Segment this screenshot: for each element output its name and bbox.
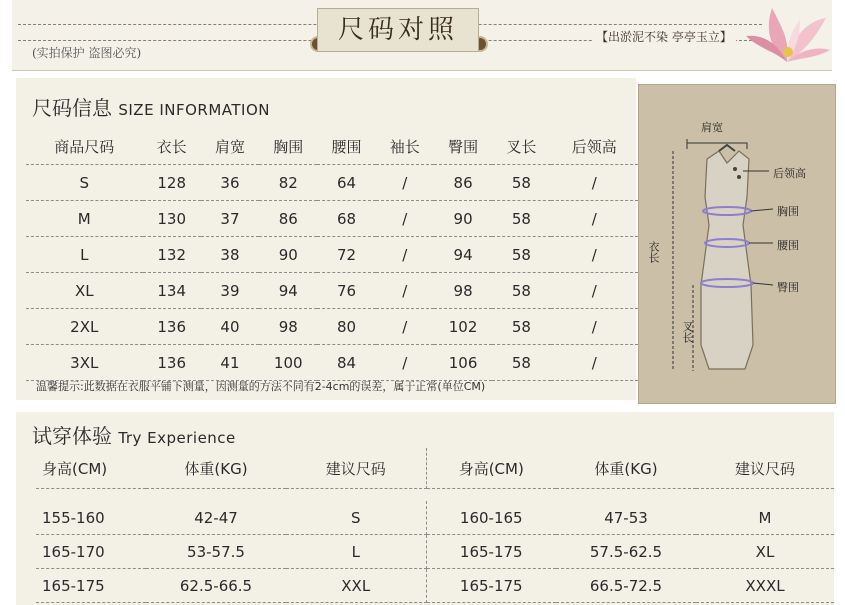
table-cell: L <box>286 535 426 569</box>
table-cell: 39 <box>201 273 259 309</box>
column-header: 建议尺码 <box>286 448 426 489</box>
column-header: 后领高 <box>551 128 638 165</box>
size-table-header-row <box>26 128 638 165</box>
try-experience-table <box>36 448 834 603</box>
table-cell: 94 <box>434 237 492 273</box>
column-header: 体重(KG) <box>556 448 696 489</box>
table-cell: / <box>551 273 638 309</box>
table-cell: 165-175 <box>426 569 556 603</box>
table-cell: 58 <box>492 201 550 237</box>
table-cell: M <box>26 201 143 237</box>
column-header: 肩宽 <box>201 128 259 165</box>
table-cell: 132 <box>143 237 201 273</box>
table-cell: S <box>286 501 426 535</box>
table-cell: 38 <box>201 237 259 273</box>
table-cell: 98 <box>259 309 317 345</box>
table-cell: 82 <box>259 165 317 201</box>
table-row <box>26 201 638 237</box>
column-header: 叉长 <box>492 128 550 165</box>
table-cell: 136 <box>143 309 201 345</box>
table-cell: 165-175 <box>36 569 146 603</box>
table-cell: 2XL <box>26 309 143 345</box>
table-cell: 86 <box>434 165 492 201</box>
table-cell: / <box>376 201 434 237</box>
try-section-title-cn: 试穿体验 <box>32 424 112 448</box>
column-header: 商品尺码 <box>26 128 143 165</box>
column-header: 臀围 <box>434 128 492 165</box>
table-cell: 86 <box>259 201 317 237</box>
table-cell: 57.5-62.5 <box>556 535 696 569</box>
try-section-title-en: Try Experience <box>118 429 236 447</box>
column-header: 腰围 <box>317 128 375 165</box>
table-cell: 90 <box>259 237 317 273</box>
table-cell: / <box>376 273 434 309</box>
length-label: 衣长 <box>647 241 660 263</box>
table-cell: 130 <box>143 201 201 237</box>
table-row <box>26 273 638 309</box>
table-row <box>36 569 834 603</box>
table-row <box>26 165 638 201</box>
waist-label: 腰围 <box>777 239 799 252</box>
table-cell: 66.5-72.5 <box>556 569 696 603</box>
table-cell: / <box>551 201 638 237</box>
table-cell: 36 <box>201 165 259 201</box>
qipao-dress-icon <box>639 85 835 403</box>
table-cell: / <box>376 165 434 201</box>
table-row <box>26 237 638 273</box>
table-cell: 58 <box>492 165 550 201</box>
table-cell: L <box>26 237 143 273</box>
table-cell: M <box>696 501 834 535</box>
table-cell: S <box>26 165 143 201</box>
measurement-note: 温馨提示:此数据在衣服平铺下测量，因测量的方法不同有2-4cm的误差，属于正常(单位CM) <box>36 380 486 393</box>
table-cell: 53-57.5 <box>146 535 286 569</box>
banner-motto: 【出淤泥不染 亭亭玉立】 <box>592 28 736 45</box>
table-cell: 41 <box>201 345 259 381</box>
table-cell: 80 <box>317 309 375 345</box>
table-cell: 72 <box>317 237 375 273</box>
table-cell: 160-165 <box>426 501 556 535</box>
table-cell: 68 <box>317 201 375 237</box>
column-header: 袖长 <box>376 128 434 165</box>
table-row <box>26 345 638 381</box>
slit-length-label: 叉长 <box>681 321 694 343</box>
banner-subtitle: (实拍保护 盗图必究) <box>32 46 142 60</box>
table-cell: 3XL <box>26 345 143 381</box>
table-cell: 64 <box>317 165 375 201</box>
table-row <box>26 309 638 345</box>
table-cell: XL <box>696 535 834 569</box>
table-cell: / <box>376 237 434 273</box>
chest-label: 胸围 <box>777 205 799 218</box>
table-cell: 94 <box>259 273 317 309</box>
table-cell: 58 <box>492 309 550 345</box>
dress-measurement-illustration <box>638 84 836 404</box>
size-section-title-cn: 尺码信息 <box>32 96 112 120</box>
table-cell: 58 <box>492 237 550 273</box>
size-table <box>26 128 638 381</box>
column-header: 衣长 <box>143 128 201 165</box>
table-cell: 165-175 <box>426 535 556 569</box>
column-header: 建议尺码 <box>696 448 834 489</box>
table-cell: XXL <box>286 569 426 603</box>
page-title: 尺码对照 <box>317 8 479 52</box>
table-cell: XL <box>26 273 143 309</box>
table-cell: / <box>376 345 434 381</box>
table-cell: 98 <box>434 273 492 309</box>
column-header: 身高(CM) <box>426 448 556 489</box>
column-header: 胸围 <box>259 128 317 165</box>
table-cell: / <box>551 237 638 273</box>
size-section-title <box>32 92 270 121</box>
table-cell: / <box>551 345 638 381</box>
table-cell: 37 <box>201 201 259 237</box>
table-cell: / <box>551 309 638 345</box>
table-cell: 155-160 <box>36 501 146 535</box>
table-cell: 90 <box>434 201 492 237</box>
table-cell: 102 <box>434 309 492 345</box>
table-cell: / <box>376 309 434 345</box>
table-cell: XXXL <box>696 569 834 603</box>
shoulder-label: 肩宽 <box>701 121 723 134</box>
table-row <box>36 535 834 569</box>
table-cell: 58 <box>492 273 550 309</box>
table-cell: 136 <box>143 345 201 381</box>
table-cell: 62.5-66.5 <box>146 569 286 603</box>
table-cell: 76 <box>317 273 375 309</box>
table-cell: 40 <box>201 309 259 345</box>
table-cell: 165-170 <box>36 535 146 569</box>
table-cell: 42-47 <box>146 501 286 535</box>
table-cell: 58 <box>492 345 550 381</box>
try-table-header-row <box>36 448 834 489</box>
collar-height-label: 后领高 <box>773 167 806 180</box>
table-cell: / <box>551 165 638 201</box>
table-cell: 100 <box>259 345 317 381</box>
table-cell: 84 <box>317 345 375 381</box>
column-header: 身高(CM) <box>36 448 146 489</box>
try-section-title <box>32 420 236 449</box>
table-cell: 134 <box>143 273 201 309</box>
header-banner <box>12 0 832 71</box>
column-header: 体重(KG) <box>146 448 286 489</box>
hip-label: 臀围 <box>777 281 799 294</box>
table-cell: 128 <box>143 165 201 201</box>
table-cell: 47-53 <box>556 501 696 535</box>
size-section-title-en: SIZE INFORMATION <box>118 101 270 119</box>
table-cell: 106 <box>434 345 492 381</box>
table-row <box>36 501 834 535</box>
lotus-flower-icon <box>742 0 832 70</box>
